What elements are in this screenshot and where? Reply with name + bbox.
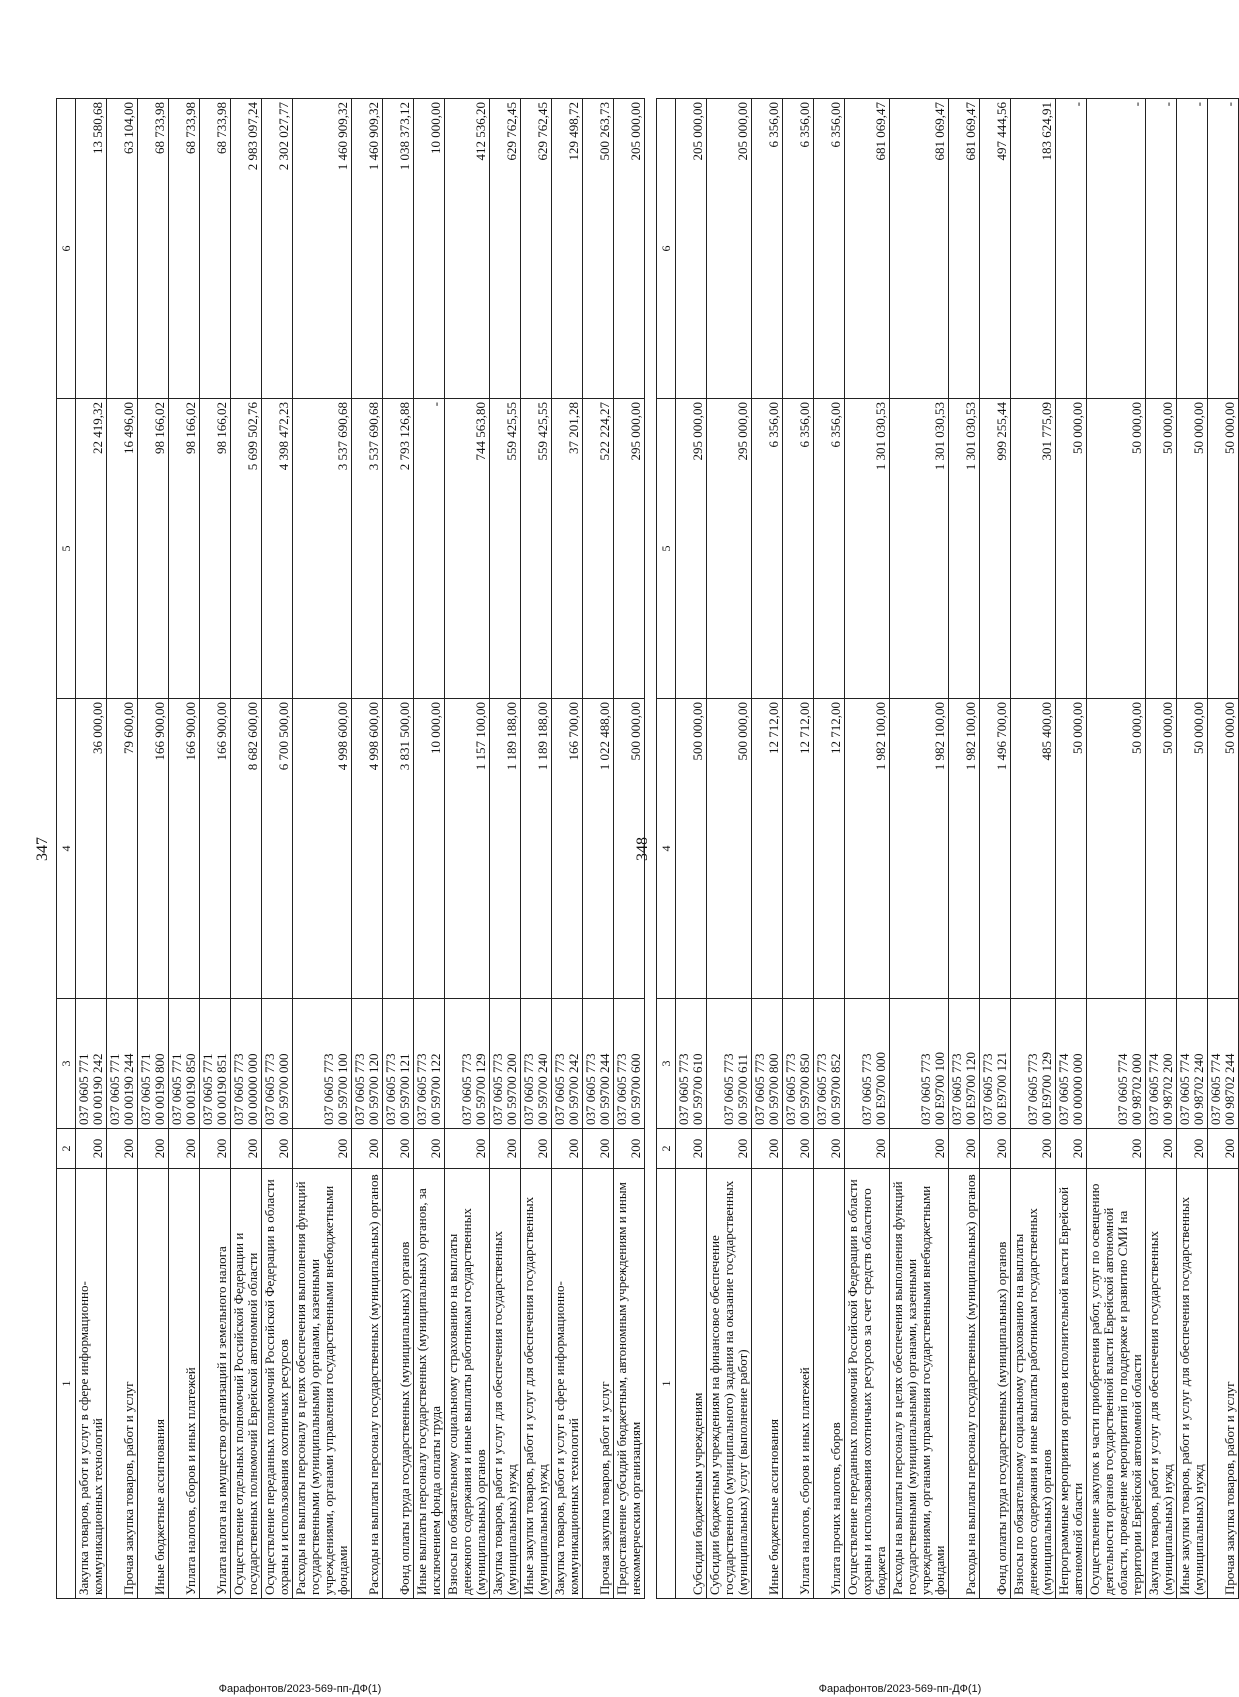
row-code-2: 200 [1087, 1128, 1146, 1168]
row-value-col5: 1 301 030,53 [845, 398, 890, 698]
table-row [262, 98, 293, 1598]
table-header-row [657, 98, 676, 1598]
row-value-col4: 1 157 100,00 [445, 698, 490, 998]
column-header: 6 [657, 98, 676, 398]
row-name: Фонд оплаты труда государственных (муниципальных) органов [383, 1168, 414, 1598]
row-value-col6: 1 460 909,32 [352, 98, 383, 398]
row-code-3: 037 0605 773 00 59700 129 [445, 998, 490, 1128]
budget-table [56, 98, 645, 1599]
row-name: Уплата налога на имущество организаций и земельного налога [200, 1168, 231, 1598]
row-name: Предоставление субсидий бюджетным, автономным учреждениям и иным некоммерческим организациям [614, 1168, 645, 1598]
row-value-col5: 3 537 690,68 [352, 398, 383, 698]
column-header: 1 [657, 1168, 676, 1598]
row-value-col5: - [414, 398, 445, 698]
column-header: 4 [657, 698, 676, 998]
row-code-2: 200 [614, 1128, 645, 1168]
table-row [383, 98, 414, 1598]
table-row [1087, 98, 1146, 1598]
row-name: Уплата налогов, сборов и иных платежей [169, 1168, 200, 1598]
row-value-col5: 50 000,00 [1056, 398, 1087, 698]
row-value-col6: 2 302 027,77 [262, 98, 293, 398]
table-header-row [57, 98, 76, 1598]
row-code-3: 037 0605 773 00 Е9700 120 [949, 998, 980, 1128]
row-value-col4: 166 900,00 [200, 698, 231, 998]
table-row [890, 98, 949, 1598]
row-code-2: 200 [890, 1128, 949, 1168]
row-value-col5: 559 425,55 [490, 398, 521, 698]
column-header: 2 [657, 1128, 676, 1168]
row-value-col6: 629 762,45 [521, 98, 552, 398]
row-value-col6: - [1146, 98, 1177, 398]
row-value-col6: 63 104,00 [107, 98, 138, 398]
row-code-3: 037 0605 773 00 59700 800 [752, 998, 783, 1128]
column-header: 2 [57, 1128, 76, 1168]
table-row [1146, 98, 1177, 1598]
row-value-col5: 2 793 126,88 [383, 398, 414, 698]
column-header: 1 [57, 1168, 76, 1598]
row-name: Закупка товаров, работ и услуг для обеспечения государственных (муниципальных) нужд [1146, 1168, 1177, 1598]
row-code-3: 037 0605 774 00 98702 200 [1146, 998, 1177, 1128]
row-code-2: 200 [1146, 1128, 1177, 1168]
row-code-2: 200 [1011, 1128, 1056, 1168]
table-row [200, 98, 231, 1598]
row-code-3: 037 0605 774 00 00000 000 [1056, 998, 1087, 1128]
row-value-col5: 1 301 030,53 [949, 398, 980, 698]
row-code-2: 200 [783, 1128, 814, 1168]
row-code-3: 037 0605 773 00 00000 000 [231, 998, 262, 1128]
row-value-col4: 1 982 100,00 [949, 698, 980, 998]
row-code-2: 200 [707, 1128, 752, 1168]
table-row [1208, 98, 1239, 1598]
row-value-col6: 205 000,00 [707, 98, 752, 398]
row-code-2: 200 [169, 1128, 200, 1168]
table-row [980, 98, 1011, 1598]
row-value-col6: 68 733,98 [138, 98, 169, 398]
row-value-col6: - [1177, 98, 1208, 398]
row-value-col5: 744 563,80 [445, 398, 490, 698]
row-value-col4: 10 000,00 [414, 698, 445, 998]
row-value-col6: 681 069,47 [890, 98, 949, 398]
row-code-2: 200 [752, 1128, 783, 1168]
row-name: Взносы по обязательному социальному страхованию на выплаты денежного содержания и иные выплаты работникам государственных (муниципальных) органов [1011, 1168, 1056, 1598]
row-code-2: 200 [1056, 1128, 1087, 1168]
row-value-col4: 1 189 188,00 [521, 698, 552, 998]
row-value-col4: 1 982 100,00 [845, 698, 890, 998]
row-code-2: 200 [1177, 1128, 1208, 1168]
row-name: Прочая закупка товаров, работ и услуг [583, 1168, 614, 1598]
row-value-col5: 98 166,02 [138, 398, 169, 698]
row-code-2: 200 [76, 1128, 107, 1168]
table-row [814, 98, 845, 1598]
table-row [949, 98, 980, 1598]
row-code-3: 037 0605 773 00 Е9700 121 [980, 998, 1011, 1128]
row-code-2: 200 [490, 1128, 521, 1168]
table-row [231, 98, 262, 1598]
row-value-col4: 50 000,00 [1208, 698, 1239, 998]
row-code-3: 037 0605 773 00 Е9700 100 [890, 998, 949, 1128]
row-name: Иные бюджетные ассигнования [752, 1168, 783, 1598]
column-header: 5 [657, 398, 676, 698]
row-value-col5: 22 419,32 [76, 398, 107, 698]
row-name: Расходы на выплаты персоналу в целях обеспечения выполнения функций государственными (муниципальными) органами, казенными учреждениями, органами управления государственными внебюджетными фондами [890, 1168, 949, 1598]
row-value-col4: 500 000,00 [676, 698, 707, 998]
row-value-col6: 2 983 097,24 [231, 98, 262, 398]
row-value-col4: 8 682 600,00 [231, 698, 262, 998]
row-code-3: 037 0605 774 00 98702 244 [1208, 998, 1239, 1128]
row-name: Иные закупки товаров, работ и услуг для обеспечения государственных (муниципальных) нужд [521, 1168, 552, 1598]
row-code-2: 200 [521, 1128, 552, 1168]
row-name: Непрограммные мероприятия органов исполнительной власти Еврейской автономной области [1056, 1168, 1087, 1598]
table-row [752, 98, 783, 1598]
row-value-col4: 500 000,00 [707, 698, 752, 998]
row-code-3: 037 0605 771 00 00190 851 [200, 998, 231, 1128]
row-code-2: 200 [1208, 1128, 1239, 1168]
row-code-3: 037 0605 771 00 00190 244 [107, 998, 138, 1128]
table-row [138, 98, 169, 1598]
table-row [414, 98, 445, 1598]
page-348 [600, 0, 1237, 1697]
table-row [1177, 98, 1208, 1598]
row-code-3: 037 0605 771 00 00190 850 [169, 998, 200, 1128]
row-code-3: 037 0605 774 00 98702 000 [1087, 998, 1146, 1128]
row-code-3: 037 0605 773 00 59700 610 [676, 998, 707, 1128]
row-code-2: 200 [814, 1128, 845, 1168]
row-value-col5: 50 000,00 [1146, 398, 1177, 698]
row-name: Субсидии бюджетным учреждениям [676, 1168, 707, 1598]
row-name: Осуществление переданных полномочий Российской Федерации в области охраны и использования охотничьих ресурсов [262, 1168, 293, 1598]
row-value-col5: 522 224,27 [583, 398, 614, 698]
row-code-2: 200 [293, 1128, 352, 1168]
row-value-col5: 1 301 030,53 [890, 398, 949, 698]
row-value-col5: 6 356,00 [783, 398, 814, 698]
row-value-col6: - [1208, 98, 1239, 398]
budget-table-body [57, 98, 645, 1598]
row-code-2: 200 [980, 1128, 1011, 1168]
row-name: Фонд оплаты труда государственных (муниципальных) органов [980, 1168, 1011, 1598]
rotated-page-content [630, 99, 1237, 1599]
budget-table-body [657, 98, 1239, 1598]
page-number: 347 [34, 836, 51, 861]
row-code-2: 200 [676, 1128, 707, 1168]
row-name: Закупка товаров, работ и услуг в сфере информационно-коммуникационных технологий [76, 1168, 107, 1598]
row-value-col5: 295 000,00 [676, 398, 707, 698]
row-name: Расходы на выплаты персоналу государственных (муниципальных) органов [352, 1168, 383, 1598]
row-code-2: 200 [414, 1128, 445, 1168]
row-code-2: 200 [352, 1128, 383, 1168]
row-value-col6: - [1056, 98, 1087, 398]
row-value-col4: 50 000,00 [1146, 698, 1177, 998]
row-value-col6: 6 356,00 [752, 98, 783, 398]
row-code-3: 037 0605 773 00 59700 600 [614, 998, 645, 1128]
row-code-3: 037 0605 774 00 98702 240 [1177, 998, 1208, 1128]
row-code-3: 037 0605 773 00 59700 244 [583, 998, 614, 1128]
row-code-3: 037 0605 773 00 59700 100 [293, 998, 352, 1128]
table-row [76, 98, 107, 1598]
row-value-col4: 4 998 600,00 [352, 698, 383, 998]
row-value-col5: 16 496,00 [107, 398, 138, 698]
row-value-col4: 50 000,00 [1177, 698, 1208, 998]
row-name: Осуществление переданных полномочий Российской Федерации в области охраны и использования охотничьих ресурсов за счет средств областного бюджета [845, 1168, 890, 1598]
row-name: Закупка товаров, работ и услуг для обеспечения государственных (муниципальных) нужд [490, 1168, 521, 1598]
row-value-col5: 98 166,02 [169, 398, 200, 698]
row-code-2: 200 [445, 1128, 490, 1168]
row-name: Осуществление отдельных полномочий Российской Федерации и государственных полномочий Еврейской автономной области [231, 1168, 262, 1598]
budget-table [656, 98, 1239, 1599]
row-name: Иные бюджетные ассигнования [138, 1168, 169, 1598]
page-number: 348 [634, 836, 651, 861]
row-name: Субсидии бюджетным учреждениям на финансовое обеспечение государственного (муниципального) задания на оказание государственных (муниципальных) услуг (выполнение работ) [707, 1168, 752, 1598]
row-code-2: 200 [845, 1128, 890, 1168]
row-value-col6: 205 000,00 [676, 98, 707, 398]
row-code-3: 037 0605 773 00 59700 000 [262, 998, 293, 1128]
row-code-3: 037 0605 773 00 59700 240 [521, 998, 552, 1128]
row-name: Закупка товаров, работ и услуг в сфере информационно-коммуникационных технологий [552, 1168, 583, 1598]
row-code-2: 200 [138, 1128, 169, 1168]
row-name: Взносы по обязательному социальному страхованию на выплаты денежного содержания и иные выплаты работникам государственных (муниципальных) органов [445, 1168, 490, 1598]
table-row [676, 98, 707, 1598]
row-value-col6: 681 069,47 [845, 98, 890, 398]
row-value-col6: 1 460 909,32 [293, 98, 352, 398]
row-name: Уплата прочих налогов, сборов [814, 1168, 845, 1598]
row-value-col6: - [1087, 98, 1146, 398]
row-value-col6: 6 356,00 [814, 98, 845, 398]
row-value-col6: 500 263,73 [583, 98, 614, 398]
column-header: 3 [57, 998, 76, 1128]
row-code-3: 037 0605 773 00 59700 850 [783, 998, 814, 1128]
row-value-col6: 412 536,20 [445, 98, 490, 398]
row-value-col6: 68 733,98 [169, 98, 200, 398]
row-value-col4: 1 022 488,00 [583, 698, 614, 998]
row-name: Иные выплаты персоналу государственных (муниципальных) органов, за исключением фонда оплаты труда [414, 1168, 445, 1598]
row-value-col4: 166 700,00 [552, 698, 583, 998]
row-value-col5: 37 201,28 [552, 398, 583, 698]
row-value-col4: 12 712,00 [752, 698, 783, 998]
row-code-3: 037 0605 773 00 59700 242 [552, 998, 583, 1128]
row-value-col5: 295 000,00 [614, 398, 645, 698]
row-name: Расходы на выплаты персоналу государственных (муниципальных) органов [949, 1168, 980, 1598]
table-row [293, 98, 352, 1598]
row-code-3: 037 0605 773 00 59700 122 [414, 998, 445, 1128]
row-value-col5: 50 000,00 [1087, 398, 1146, 698]
row-value-col5: 6 356,00 [752, 398, 783, 698]
table-row [352, 98, 383, 1598]
table-row [490, 98, 521, 1598]
row-value-col4: 166 900,00 [169, 698, 200, 998]
row-code-2: 200 [552, 1128, 583, 1168]
column-header: 3 [657, 998, 676, 1128]
row-name: Иные закупки товаров, работ и услуг для обеспечения государственных (муниципальных) нужд [1177, 1168, 1208, 1598]
row-name: Осуществление закупок в части приобретения работ, услуг по освещению деятельности органов государственной власти Еврейской автономной области, проведение мероприятий по поддержке и развитию СМИ на территории Еврейской автономной области [1087, 1168, 1146, 1598]
row-value-col5: 999 255,44 [980, 398, 1011, 698]
table-row [783, 98, 814, 1598]
row-value-col5: 50 000,00 [1177, 398, 1208, 698]
row-value-col4: 166 900,00 [138, 698, 169, 998]
row-value-col5: 295 000,00 [707, 398, 752, 698]
table-row [1056, 98, 1087, 1598]
row-value-col5: 6 356,00 [814, 398, 845, 698]
row-code-3: 037 0605 773 00 Е9700 129 [1011, 998, 1056, 1128]
row-value-col6: 6 356,00 [783, 98, 814, 398]
row-value-col4: 12 712,00 [783, 698, 814, 998]
table-row [845, 98, 890, 1598]
row-value-col5: 559 425,55 [521, 398, 552, 698]
row-code-3: 037 0605 773 00 59700 120 [352, 998, 383, 1128]
row-value-col6: 1 038 373,12 [383, 98, 414, 398]
row-name: Прочая закупка товаров, работ и услуг [1208, 1168, 1239, 1598]
row-code-3: 037 0605 773 00 59700 611 [707, 998, 752, 1128]
row-value-col4: 1 982 100,00 [890, 698, 949, 998]
row-value-col4: 50 000,00 [1087, 698, 1146, 998]
column-header: 5 [57, 398, 76, 698]
row-name: Расходы на выплаты персоналу в целях обеспечения выполнения функций государственными (муниципальными) органами, казенными учреждениями, органами управления государственными внебюджетными фондами [293, 1168, 352, 1598]
row-code-2: 200 [583, 1128, 614, 1168]
row-value-col5: 4 398 472,23 [262, 398, 293, 698]
row-code-3: 037 0605 773 00 59700 200 [490, 998, 521, 1128]
table-row [1011, 98, 1056, 1598]
row-value-col4: 6 700 500,00 [262, 698, 293, 998]
row-value-col5: 98 166,02 [200, 398, 231, 698]
table-row [521, 98, 552, 1598]
row-value-col6: 183 624,91 [1011, 98, 1056, 398]
page-footer: Фарафонтов/2023-569-пп-ДФ(1) [818, 1683, 982, 1695]
row-code-2: 200 [383, 1128, 414, 1168]
row-code-3: 037 0605 773 00 Е9700 000 [845, 998, 890, 1128]
row-value-col5: 5 699 502,76 [231, 398, 262, 698]
row-value-col6: 629 762,45 [490, 98, 521, 398]
row-value-col5: 301 775,09 [1011, 398, 1056, 698]
column-header: 4 [57, 698, 76, 998]
row-value-col4: 79 600,00 [107, 698, 138, 998]
row-code-3: 037 0605 771 00 00190 800 [138, 998, 169, 1128]
row-value-col4: 50 000,00 [1056, 698, 1087, 998]
row-value-col4: 500 000,00 [614, 698, 645, 998]
row-value-col4: 3 831 500,00 [383, 698, 414, 998]
row-value-col6: 681 069,47 [949, 98, 980, 398]
row-value-col6: 68 733,98 [200, 98, 231, 398]
row-value-col4: 1 189 188,00 [490, 698, 521, 998]
table-row [552, 98, 583, 1598]
row-value-col4: 12 712,00 [814, 698, 845, 998]
row-value-col6: 13 580,68 [76, 98, 107, 398]
row-value-col5: 50 000,00 [1208, 398, 1239, 698]
row-code-2: 200 [949, 1128, 980, 1168]
row-value-col6: 129 498,72 [552, 98, 583, 398]
column-header: 6 [57, 98, 76, 398]
row-value-col6: 497 444,56 [980, 98, 1011, 398]
table-row [107, 98, 138, 1598]
table-row [445, 98, 490, 1598]
row-value-col4: 4 998 600,00 [293, 698, 352, 998]
row-code-2: 200 [107, 1128, 138, 1168]
row-code-3: 037 0605 773 00 59700 852 [814, 998, 845, 1128]
table-row [169, 98, 200, 1598]
row-value-col4: 1 496 700,00 [980, 698, 1011, 998]
row-value-col6: 205 000,00 [614, 98, 645, 398]
table-row [707, 98, 752, 1598]
row-code-3: 037 0605 771 00 00190 242 [76, 998, 107, 1128]
row-code-2: 200 [200, 1128, 231, 1168]
row-code-3: 037 0605 773 00 59700 121 [383, 998, 414, 1128]
row-name: Прочая закупка товаров, работ и услуг [107, 1168, 138, 1598]
row-value-col4: 485 400,00 [1011, 698, 1056, 998]
row-code-2: 200 [231, 1128, 262, 1168]
row-value-col6: 10 000,00 [414, 98, 445, 398]
page-footer: Фарафонтов/2023-569-пп-ДФ(1) [218, 1683, 382, 1695]
row-name: Уплата налогов, сборов и иных платежей [783, 1168, 814, 1598]
row-code-2: 200 [262, 1128, 293, 1168]
row-value-col5: 3 537 690,68 [293, 398, 352, 698]
row-value-col4: 36 000,00 [76, 698, 107, 998]
